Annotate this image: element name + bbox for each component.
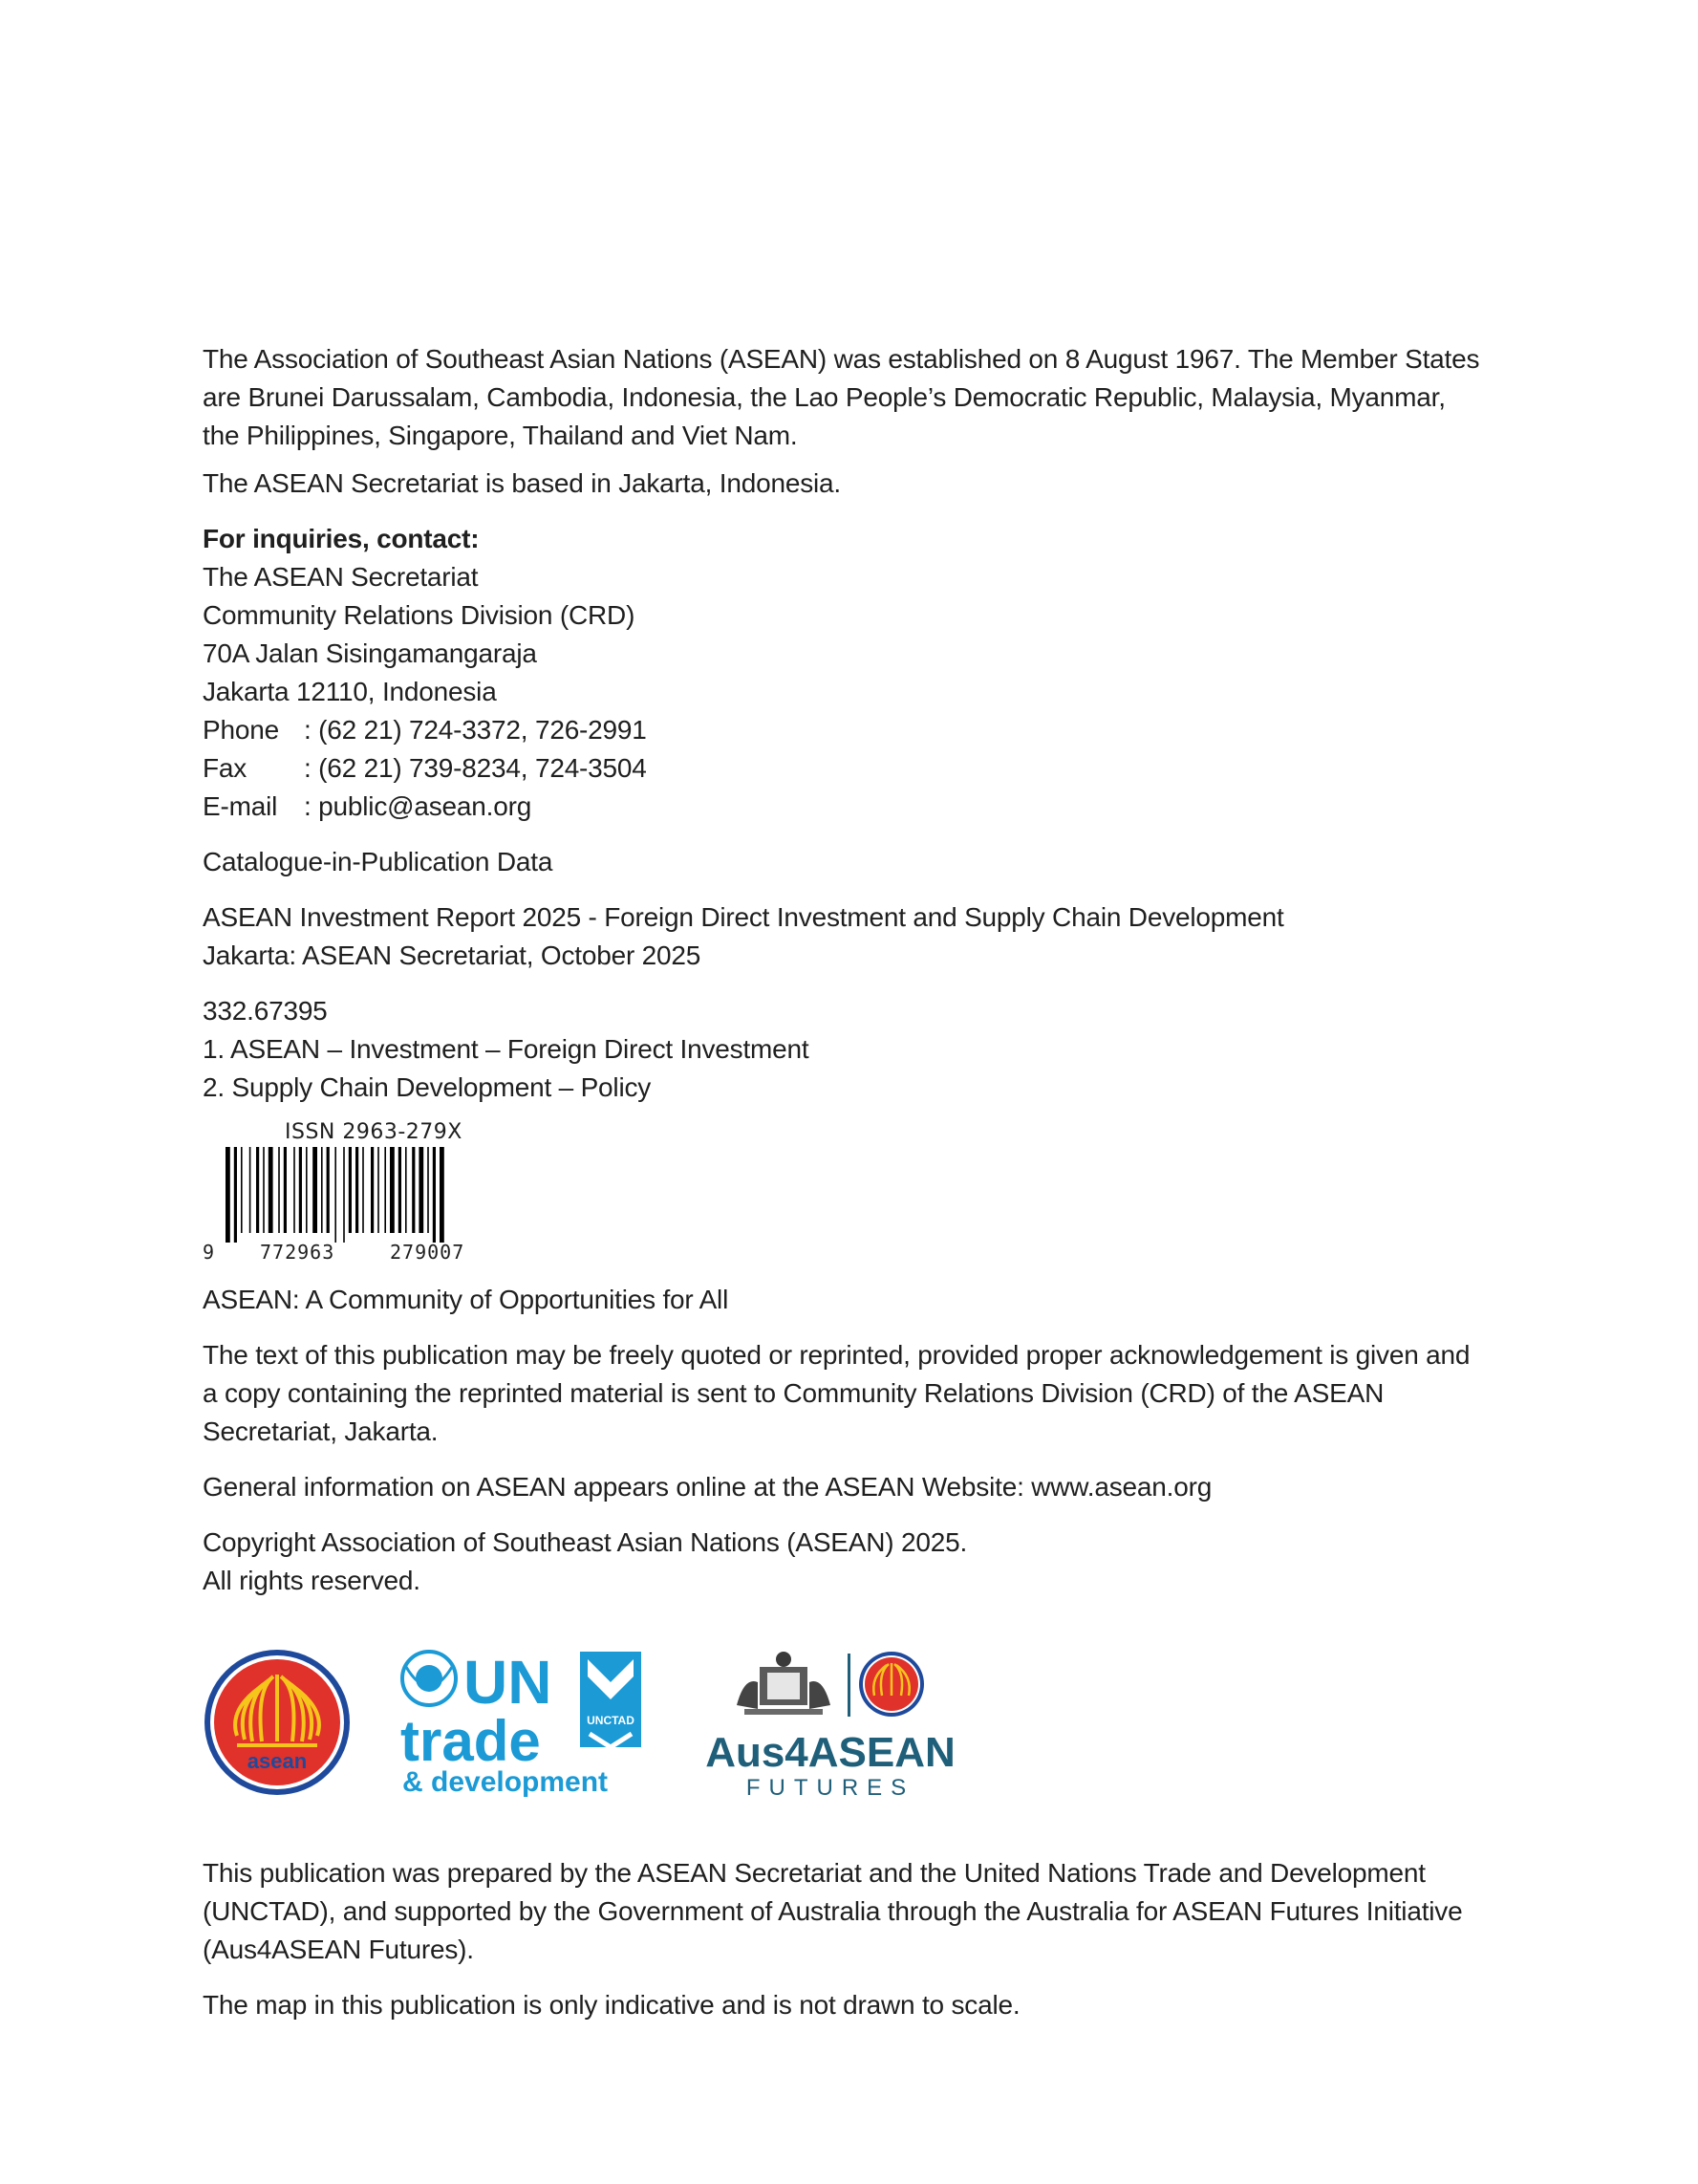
fax-value: : (62 21) 739-8234, 724-3504	[304, 753, 647, 783]
unctad-development-text: & development	[402, 1766, 609, 1798]
intro-paragraph: The Association of Southeast Asian Nations (ASEAN) was established on 8 August 1967. The Member States are Brunei Darussalam, Cambodia, Indonesia, the Lao People’s Democratic Republic, Malaysia, Myanmar, the Philippines, Singapore, Thailand and Viet Nam.	[203, 344, 1480, 450]
unctad-logo	[398, 1648, 647, 1801]
contact-email-row	[203, 788, 1483, 826]
unctad-trade-text: trade	[400, 1709, 541, 1773]
contact-city: Jakarta 12110, Indonesia	[203, 677, 497, 706]
document-page	[203, 340, 1483, 2024]
aus4asean-futures-text: FUTURES	[745, 1775, 915, 1801]
phone-label: Phone	[203, 715, 279, 745]
email-value: : public@asean.org	[304, 791, 532, 821]
asean-emblem-logo	[203, 1648, 352, 1797]
email-label: E-mail	[203, 791, 278, 821]
contact-phone-row	[203, 711, 1483, 749]
phone-value: : (62 21) 724-3372, 726-2991	[304, 715, 647, 745]
map-note: The map in this publication is only indicative and is not drawn to scale.	[203, 1990, 1021, 2020]
partner-logos	[203, 1648, 1483, 1801]
aus4asean-name-text: Aus4ASEAN	[705, 1729, 956, 1776]
copyright-line-2: All rights reserved.	[203, 1566, 420, 1595]
issn-barcode	[203, 1120, 527, 1264]
asean-small-emblem-icon	[859, 1652, 924, 1717]
contact-street: 70A Jalan Sisingamangaraja	[203, 638, 537, 668]
catalogue-subject-1: 1. ASEAN – Investment – Foreign Direct Investment	[203, 1034, 809, 1064]
tagline: ASEAN: A Community of Opportunities for All	[203, 1285, 729, 1314]
copyright-line-1: Copyright Association of Southeast Asian Nations (ASEAN) 2025.	[203, 1527, 968, 1557]
contact-heading: For inquiries, contact:	[203, 524, 480, 553]
barcode-left-digits: 772963	[260, 1241, 335, 1264]
asean-logo-text: asean	[247, 1749, 308, 1773]
reprint-notice: The text of this publication may be freely quoted or reprinted, provided proper acknowledgement is given and a copy containing the reprinted material is sent to Community Relations Division (CRD) of the ASEAN Secretariat, Jakarta.	[203, 1340, 1471, 1446]
secretariat-location: The ASEAN Secretariat is based in Jakarta, Indonesia.	[203, 468, 841, 498]
catalogue-label: Catalogue-in-Publication Data	[203, 847, 553, 876]
issn-number: ISSN 2963-279X	[285, 1120, 462, 1144]
aus4asean-logo	[695, 1648, 967, 1801]
unctad-un-text: UN	[463, 1648, 552, 1717]
catalogue-classification: 332.67395	[203, 996, 328, 1026]
fax-label: Fax	[203, 753, 247, 783]
catalogue-title: ASEAN Investment Report 2025 - Foreign Direct Investment and Supply Chain Development	[203, 902, 1284, 932]
australia-coat-of-arms-icon	[737, 1652, 830, 1715]
contact-org: The ASEAN Secretariat	[203, 562, 479, 592]
acknowledgement: This publication was prepared by the ASEAN Secretariat and the United Nations Trade and Development (UNCTAD), and supported by the Government of Australia through the Australia for ASEAN Futures Initiative (Aus4ASEAN Futures).	[203, 1858, 1463, 1964]
barcode-bars-icon	[203, 1147, 527, 1243]
barcode-lead-digit: 9	[203, 1241, 216, 1264]
barcode-right-digits: 279007	[390, 1241, 465, 1264]
unctad-badge-text: UNCTAD	[587, 1714, 634, 1727]
contact-division: Community Relations Division (CRD)	[203, 600, 635, 630]
catalogue-publisher: Jakarta: ASEAN Secretariat, October 2025	[203, 941, 701, 970]
catalogue-subject-2: 2. Supply Chain Development – Policy	[203, 1072, 652, 1102]
website-notice: General information on ASEAN appears online at the ASEAN Website: www.asean.org	[203, 1472, 1213, 1502]
contact-fax-row	[203, 749, 1483, 788]
